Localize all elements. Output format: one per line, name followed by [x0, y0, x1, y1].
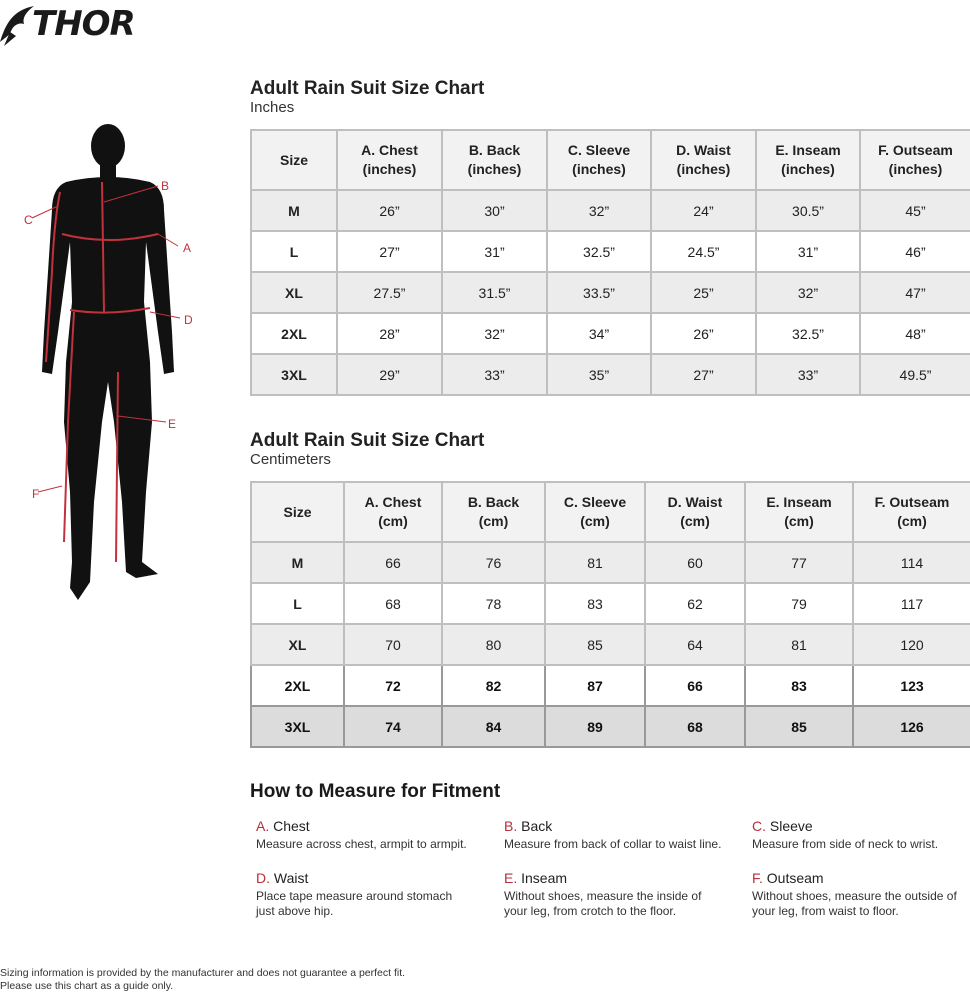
measure-item-waist: D. Waist Place tape measure around stomach just above hip.	[256, 870, 453, 918]
value-cell: 26”	[651, 313, 756, 354]
figure-label-a: A	[183, 241, 192, 255]
logo-wordmark: THOR	[32, 4, 135, 44]
size-cell: 2XL	[251, 313, 337, 354]
size-cell: XL	[251, 272, 337, 313]
table-row	[251, 706, 970, 747]
value-cell: 68	[344, 583, 442, 624]
measure-item-chest: A. Chest Measure across chest, armpit to armpit.	[256, 818, 467, 851]
inches-header-row	[251, 130, 970, 190]
value-cell: 33.5”	[547, 272, 651, 313]
value-cell: 46”	[860, 231, 970, 272]
table-row	[251, 231, 970, 272]
inches-col-header: A. Chest (inches)	[337, 130, 442, 190]
measure-item-sleeve: C. Sleeve Measure from side of neck to wrist.	[752, 818, 939, 851]
value-cell: 25”	[651, 272, 756, 313]
value-cell: 30”	[442, 190, 547, 231]
value-cell: 64	[645, 624, 745, 665]
value-cell: 72	[344, 665, 442, 706]
value-cell: 123	[853, 665, 970, 706]
value-cell: 117	[853, 583, 970, 624]
value-cell: 60	[645, 542, 745, 583]
table-row	[251, 624, 970, 665]
table-row	[251, 665, 970, 706]
value-cell: 79	[745, 583, 853, 624]
size-cell: 3XL	[251, 706, 344, 747]
figure-label-f: F	[32, 487, 40, 501]
value-cell: 81	[745, 624, 853, 665]
value-cell: 34”	[547, 313, 651, 354]
figure-label-c: C	[24, 213, 33, 227]
cm-col-header: B. Back (cm)	[442, 482, 545, 542]
inches-col-header: D. Waist (inches)	[651, 130, 756, 190]
value-cell: 77	[745, 542, 853, 583]
value-cell: 32.5”	[756, 313, 860, 354]
measure-item-back: B. Back Measure from back of collar to waist line.	[504, 818, 722, 851]
value-cell: 70	[344, 624, 442, 665]
value-cell: 87	[545, 665, 645, 706]
value-cell: 114	[853, 542, 970, 583]
value-cell: 28”	[337, 313, 442, 354]
body-measurement-figure	[18, 122, 198, 602]
measure-item-inseam: E. Inseam Without shoes, measure the inside of your leg, from crotch to the floor.	[504, 870, 702, 918]
size-cell: 2XL	[251, 665, 344, 706]
cm-chart-title: Adult Rain Suit Size Chart	[250, 430, 485, 451]
value-cell: 82	[442, 665, 545, 706]
size-cell: 3XL	[251, 354, 337, 395]
value-cell: 48”	[860, 313, 970, 354]
cm-chart-subtitle: Centimeters	[250, 451, 331, 468]
value-cell: 45”	[860, 190, 970, 231]
value-cell: 84	[442, 706, 545, 747]
how-to-measure-title: How to Measure for Fitment	[250, 781, 501, 802]
value-cell: 49.5”	[860, 354, 970, 395]
measure-item-outseam: F. Outseam Without shoes, measure the outside of your leg, from waist to floor.	[752, 870, 957, 918]
value-cell: 30.5”	[756, 190, 860, 231]
value-cell: 32”	[756, 272, 860, 313]
inches-col-header: C. Sleeve (inches)	[547, 130, 651, 190]
value-cell: 83	[745, 665, 853, 706]
inches-chart-title: Adult Rain Suit Size Chart	[250, 78, 485, 99]
value-cell: 31”	[442, 231, 547, 272]
table-row	[251, 354, 970, 395]
inches-size-table	[250, 129, 970, 396]
value-cell: 29”	[337, 354, 442, 395]
value-cell: 89	[545, 706, 645, 747]
value-cell: 33”	[442, 354, 547, 395]
value-cell: 27”	[337, 231, 442, 272]
size-cell: XL	[251, 624, 344, 665]
value-cell: 85	[545, 624, 645, 665]
value-cell: 35”	[547, 354, 651, 395]
value-cell: 31.5”	[442, 272, 547, 313]
value-cell: 31”	[756, 231, 860, 272]
disclaimer: Sizing information is provided by the manufacturer and does not guarantee a perfect fit. Please use this chart as a guide only.	[0, 967, 406, 992]
size-cell: L	[251, 583, 344, 624]
value-cell: 76	[442, 542, 545, 583]
inches-col-header: F. Outseam (inches)	[860, 130, 970, 190]
table-row	[251, 313, 970, 354]
value-cell: 24.5”	[651, 231, 756, 272]
value-cell: 85	[745, 706, 853, 747]
cm-col-header: E. Inseam (cm)	[745, 482, 853, 542]
value-cell: 33”	[756, 354, 860, 395]
value-cell: 83	[545, 583, 645, 624]
cm-col-header: F. Outseam (cm)	[853, 482, 970, 542]
value-cell: 27”	[651, 354, 756, 395]
table-row	[251, 190, 970, 231]
value-cell: 81	[545, 542, 645, 583]
table-row	[251, 583, 970, 624]
thor-logo	[0, 2, 175, 46]
value-cell: 68	[645, 706, 745, 747]
inches-col-header: Size	[251, 130, 337, 190]
value-cell: 78	[442, 583, 545, 624]
value-cell: 26”	[337, 190, 442, 231]
inches-col-header: E. Inseam (inches)	[756, 130, 860, 190]
inches-col-header: B. Back (inches)	[442, 130, 547, 190]
figure-label-e: E	[168, 417, 177, 431]
inches-chart-subtitle: Inches	[250, 99, 295, 116]
cm-size-table	[250, 481, 970, 748]
cm-col-header: D. Waist (cm)	[645, 482, 745, 542]
value-cell: 66	[344, 542, 442, 583]
value-cell: 27.5”	[337, 272, 442, 313]
value-cell: 80	[442, 624, 545, 665]
value-cell: 32”	[547, 190, 651, 231]
figure-label-d: D	[184, 313, 193, 327]
cm-col-header: C. Sleeve (cm)	[545, 482, 645, 542]
size-cell: M	[251, 542, 344, 583]
figure-label-b: B	[161, 179, 170, 193]
table-row	[251, 542, 970, 583]
value-cell: 47”	[860, 272, 970, 313]
value-cell: 74	[344, 706, 442, 747]
value-cell: 126	[853, 706, 970, 747]
size-cell: M	[251, 190, 337, 231]
cm-header-row	[251, 482, 970, 542]
value-cell: 62	[645, 583, 745, 624]
table-row	[251, 272, 970, 313]
size-cell: L	[251, 231, 337, 272]
value-cell: 66	[645, 665, 745, 706]
value-cell: 32.5”	[547, 231, 651, 272]
value-cell: 24”	[651, 190, 756, 231]
cm-col-header: A. Chest (cm)	[344, 482, 442, 542]
value-cell: 120	[853, 624, 970, 665]
cm-col-header: Size	[251, 482, 344, 542]
value-cell: 32”	[442, 313, 547, 354]
